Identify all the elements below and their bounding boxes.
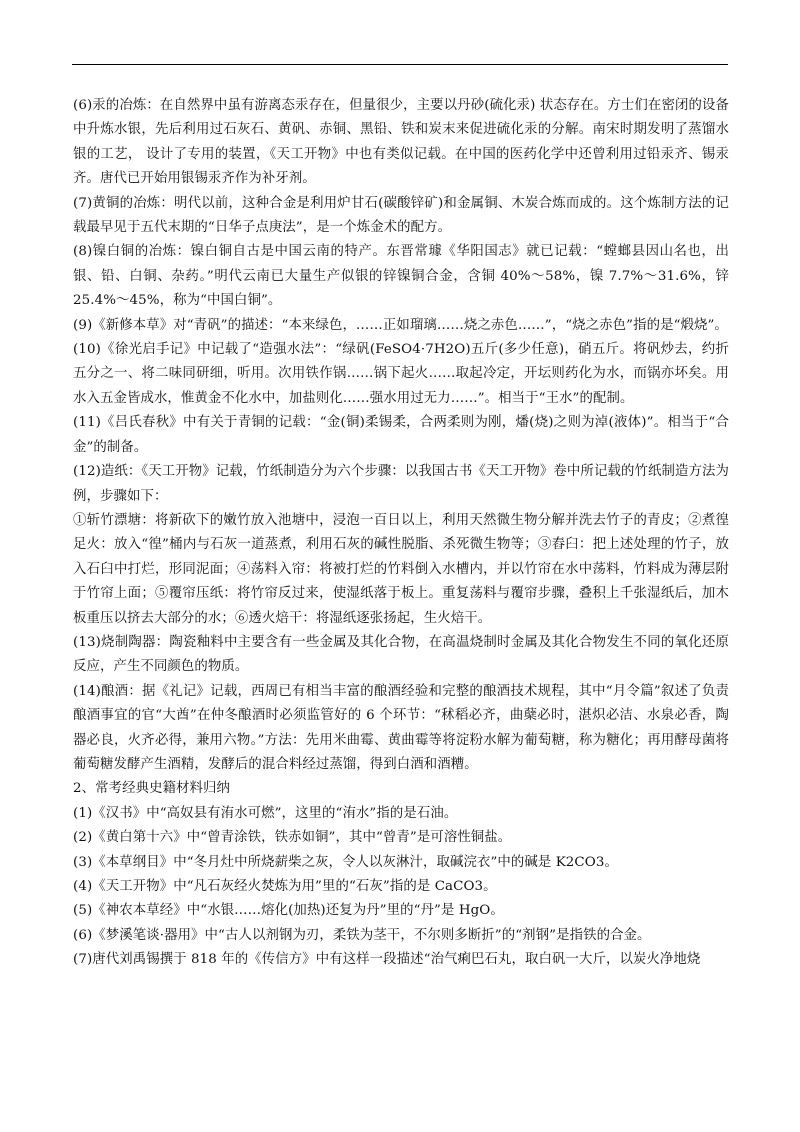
document-body	[73, 94, 729, 973]
paragraph-strong-water: (10)《徐光启手记》中记载了“造强水法”：“绿矾(FeSO4·7H2O)五斤(多少任意)，硝五斤。将矾炒去，约折五分之一、将二味同研细，听用。次用铁作锅……锅下起火……取起冷定，开坛则药化为水，而锅亦坏矣。用水入五金皆成水，惟黄金不化水中，加盐则化……强水用过无力……”。相当于“王水”的配制。	[73, 342, 729, 406]
paragraph-nickel-white-copper: (8)镍白铜的冶炼：镍白铜自古是中国云南的特产。东晋常璩《华阳国志》就已记载：“螳螂县因山名也，出银、铅、白铜、杂药。”明代云南已大量生产似银的锌镍铜合金，含铜 40%～58%，镍 7.7%～31.6%，锌 25.4%～45%，称为“中国白铜”。	[73, 244, 729, 309]
paragraph-bronze-alloy: (11)《吕氏春秋》中有关于青铜的记载：“金(铜)柔锡柔，合两柔则为刚，燔(烧)之则为淖(液体)”。相当于“合金”的制备。	[73, 415, 729, 455]
paragraph-brass-smelting: (7)黄铜的冶炼：明代以前，这种合金是利用炉甘石(碳酸锌矿)和金属铜、木炭合炼而成的。这个炼制方法的记载最早见于五代末期的“日华子点庚法”，是一个炼金术的配方。	[73, 195, 729, 236]
list-item: (6)《梦溪笔谈·器用》中“古人以剂钢为刃，柔铁为茎干，不尔则多断折”的“剂钢”是指铁的合金。	[73, 927, 651, 943]
paragraph-mercury-smelting: (6)汞的冶炼：在自然界中虽有游离态汞存在，但量很少，主要以丹砂(硫化汞) 状态存在。方士们在密闭的设备中升炼水银，先后利用过石灰石、黄矾、赤铜、黑铅、铁和炭末来促进硫化汞的分解。南宋时期发明了蒸馏水银的工艺， 设计了专用的装置，《天工开物》中也有类似记载。在中国的医药化学中还曾利用过铅汞齐、锡汞齐。唐代已开始用银锡汞齐作为补牙剂。	[73, 98, 729, 187]
paragraph-green-vitriol: (9)《新修本草》对“青矾”的描述：“本来绿色，……正如瑠璃……烧之赤色……”，“烧之赤色”指的是“煅烧”。	[73, 317, 728, 333]
paragraph-papermaking-steps: ①斩竹漂塘：将新砍下的嫩竹放入池塘中，浸泡一百日以上，利用天然微生物分解并洗去竹子的青皮；②煮徨足火：放入“徨”桶内与石灰一道蒸煮，利用石灰的碱性脱脂、杀死微生物等；③舂臼：把上述处理的竹子，放入石臼中打烂，形同泥面；④荡料入帘：将被打烂的竹料倒入水槽内，并以竹帘在水中荡料，竹料成为薄层附于竹帘上面；⑤覆帘压纸：将竹帘反过来，使湿纸落于板上。重复荡料与覆帘步骤，叠积上千张湿纸后，加木板重压以挤去大部分的水；⑥透火焙干：将湿纸逐张扬起，生火焙干。	[73, 512, 729, 626]
list-item: (2)《黄白第十六》中“曾青涂铁，铁赤如铜”，其中“曾青”是可溶性铜盐。	[73, 830, 512, 846]
list-item: (4)《天工开物》中“凡石灰经火焚炼为用”里的“石灰”指的是 CaCO3。	[73, 879, 497, 894]
list-item: (1)《汉书》中“高奴县有洧水可燃”，这里的“洧水”指的是石油。	[73, 805, 458, 821]
list-item: (5)《神农本草经》中“水银……熔化(加热)还复为丹”里的“丹”是 HgO。	[73, 903, 504, 919]
list-item: (3)《本草纲目》中“冬月灶中所烧薪柴之灰，令人以灰淋汁，取碱浣衣”中的碱是 K2CO3。	[73, 854, 618, 870]
paragraph-pottery: (13)烧制陶器：陶瓷釉料中主要含有一些金属及其化合物，在高温烧制时金属及其化合物发生不同的氧化还原反应，产生不同颜色的物质。	[73, 634, 729, 675]
paragraph-papermaking: (12)造纸：《天工开物》记载，竹纸制造分为六个步骤：以我国古书《天工开物》卷中所记载的竹纸制造方法为例，步骤如下：	[73, 464, 729, 504]
paragraph-brewing: (14)酿酒：据《礼记》记载，西周已有相当丰富的酿酒经验和完整的酿酒技术规程，其中“月令篇”叙述了负责酿酒事宜的官“大酋”在仲冬酿酒时必须监管好的 6 个环节：“秫稻必齐，曲蘖必时，湛炽必洁、水泉必香，陶器必良，火齐必得，兼用六物。”方法：先用米曲霉、黄曲霉等将淀粉水解为葡萄糖，称为糖化；再用酵母菌将葡萄糖发酵产生酒精，发酵后的混合料经过蒸馏，得到白酒和酒糟。	[73, 683, 729, 772]
section-heading: 2、常考经典史籍材料归纳	[73, 781, 231, 797]
header-rule	[72, 64, 728, 65]
list-item: (7)唐代刘禹锡撰于 818 年的《传信方》中有这样一段描述“治气痢巴石丸，取白矾一大斤，以炭火净地烧	[73, 952, 701, 968]
